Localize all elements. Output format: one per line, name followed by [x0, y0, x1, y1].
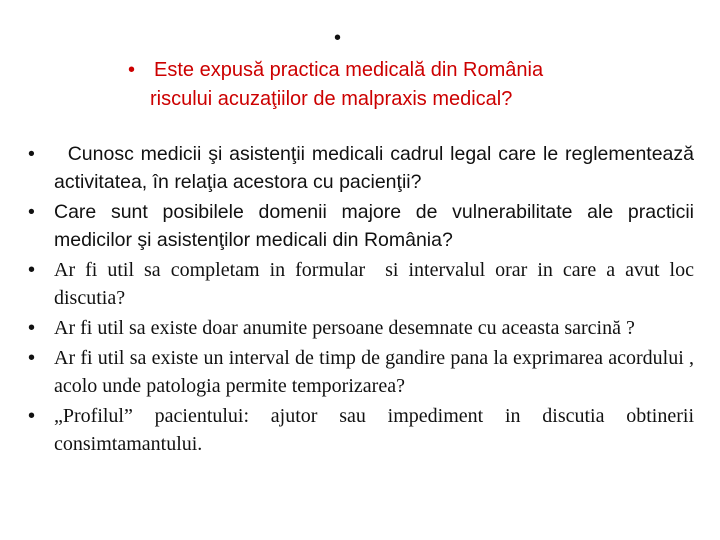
list-item [28, 314, 694, 342]
list-item [28, 140, 700, 196]
list-item-text: Care sunt posibilele domenii majore de vulnerabilitate ale practicii medicilor şi asistenţilor medicali din România? [54, 201, 694, 251]
bullet-icon: • [28, 259, 36, 281]
list-item [28, 402, 694, 458]
list-item-text: Cunosc medicii şi asistenţii medicali cadrul legal care le reglementează activitatea, în relaţia acestora cu pacienţii? [54, 143, 700, 193]
bullet-icon: • [28, 143, 35, 165]
list-item [28, 344, 694, 400]
list-item-text: Ar fi util sa completam in formular si intervalul orar in care a avut loc discutia? [54, 259, 699, 309]
list-item-text: Ar fi util sa existe un interval de timp de gandire pana la exprimarea acordului , acolo unde patologia permite temporizarea? [54, 347, 694, 397]
bullet-icon: • [28, 405, 36, 427]
bullet-icon: • [28, 201, 35, 223]
bullet-icon: • [28, 347, 36, 369]
title-bullet: • [128, 59, 136, 81]
slide-title [128, 56, 608, 114]
bullet-icon: • [28, 317, 36, 339]
list-item [28, 198, 694, 254]
title-line-1 [128, 56, 608, 85]
list-item-text: „Profilul” pacientului: ajutor sau impediment in discutia obtinerii consimtamantului. [54, 405, 694, 455]
title-line-2: riscului acuzaţiilor de malpraxis medical? [150, 88, 513, 110]
title-text-1: Este expusă practica medicală din România [154, 59, 544, 81]
top-bullet-marker: • [334, 27, 342, 49]
bullet-list [28, 140, 700, 460]
list-item-text: Ar fi util sa existe doar anumite persoane desemnate cu aceasta sarcină ? [54, 317, 635, 339]
list-item [28, 256, 699, 312]
